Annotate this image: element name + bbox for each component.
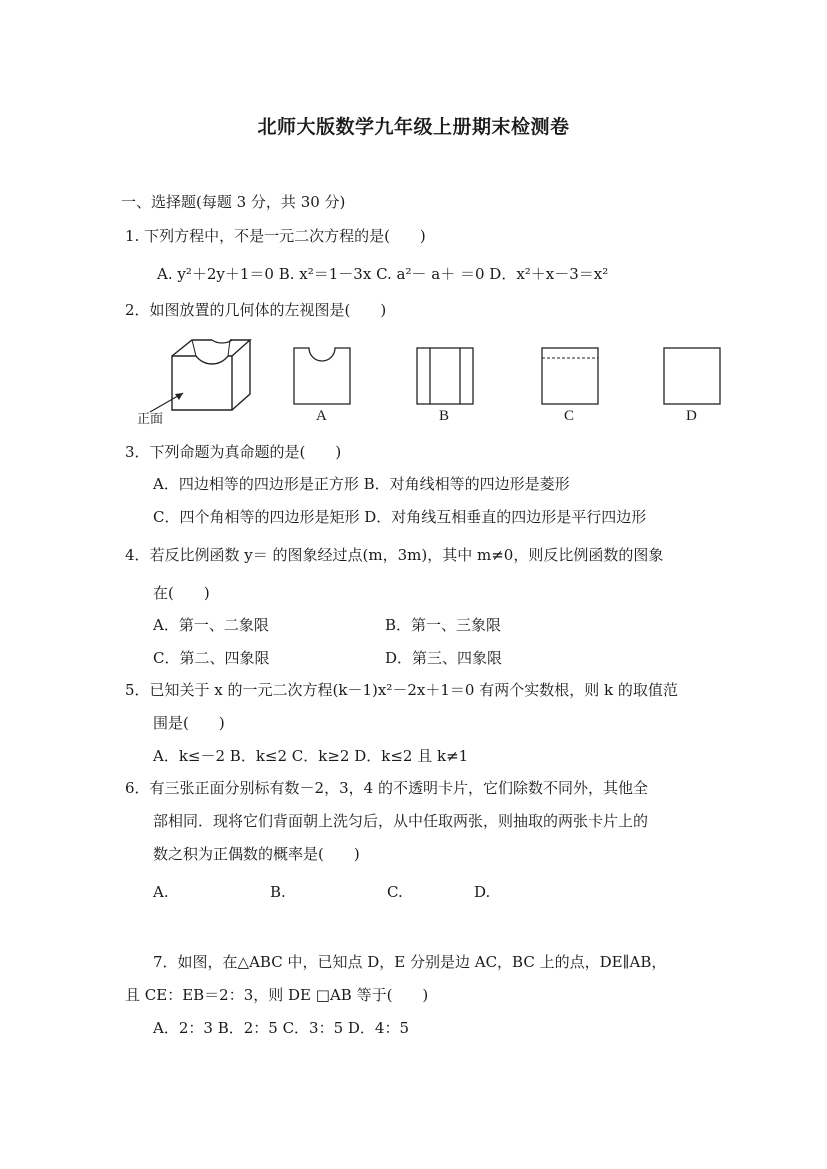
question-6-option-c: C. xyxy=(387,883,403,901)
view-a xyxy=(293,347,351,405)
question-4-option-a: A．第一、二象限 xyxy=(153,616,269,634)
view-b xyxy=(416,347,474,405)
question-6-stem-cont2: 数之积为正偶数的概率是( ) xyxy=(153,845,360,863)
question-7-options: A．2：3 B．2：5 C．3：5 D．4：5 xyxy=(153,1019,410,1037)
question-3-options-2: C．四个角相等的四边形是矩形 D．对角线互相垂直的四边形是平行四边形 xyxy=(153,508,647,526)
question-6-stem-cont: 部相同．现将它们背面朝上洗匀后，从中任取两张，则抽取的两张卡片上的 xyxy=(153,812,649,830)
label-d: D xyxy=(686,408,697,424)
question-6-option-b: B. xyxy=(270,883,286,901)
question-7-stem-cont: 且 CE：EB＝2：3，则 DE □AB 等于( ) xyxy=(125,986,429,1004)
question-4-option-b: B．第一、三象限 xyxy=(385,616,502,634)
question-5-stem-cont: 围是( ) xyxy=(153,714,225,732)
question-3-options-1: A．四边相等的四边形是正方形 B．对角线相等的四边形是菱形 xyxy=(153,475,570,493)
question-7-stem: 7．如图，在△ABC 中，已知点 D，E 分别是边 AC，BC 上的点，DE∥AB， xyxy=(153,953,667,971)
question-3-stem: 3．下列命题为真命题的是( ) xyxy=(125,443,342,461)
front-label: 正面 xyxy=(137,412,164,427)
question-4-option-d: D．第三、四象限 xyxy=(385,649,503,667)
section-heading: 一、选择题(每题 3 分，共 30 分) xyxy=(121,193,346,211)
question-5-stem: 5．已知关于 x 的一元二次方程(k－1)x²－2x＋1＝0 有两个实数根，则 k 的取值范 xyxy=(125,681,678,699)
label-c: C xyxy=(564,408,575,424)
page-title: 北师大版数学九年级上册期末检测卷 xyxy=(257,116,570,138)
question-4-stem-cont: 在( ) xyxy=(153,584,210,602)
view-c xyxy=(541,347,599,405)
question-1-options: A. y²＋2y＋1＝0 B. x²＝1－3x C. a²－ a＋ ＝0 D．x²＋x－3＝x² xyxy=(157,265,609,283)
question-4-option-c: C．第二、四象限 xyxy=(153,649,270,667)
view-d xyxy=(663,347,721,405)
label-b: B xyxy=(439,408,450,424)
question-1-stem: 1. 下列方程中，不是一元二次方程的是( ) xyxy=(125,227,426,245)
question-6-option-a: A. xyxy=(153,883,169,901)
question-2-stem: 2．如图放置的几何体的左视图是( ) xyxy=(125,301,387,319)
question-5-options: A．k≤－2 B．k≤2 C．k≥2 D．k≤2 且 k≠1 xyxy=(153,747,469,765)
question-4-stem: 4．若反比例函数 y＝ 的图象经过点(m，3m)，其中 m≠0，则反比例函数的图象 xyxy=(125,546,664,564)
question-6-stem: 6．有三张正面分别标有数－2，3，4 的不透明卡片，它们除数不同外，其他全 xyxy=(125,779,648,797)
question-6-option-d: D. xyxy=(474,883,491,901)
label-a: A xyxy=(316,408,327,424)
